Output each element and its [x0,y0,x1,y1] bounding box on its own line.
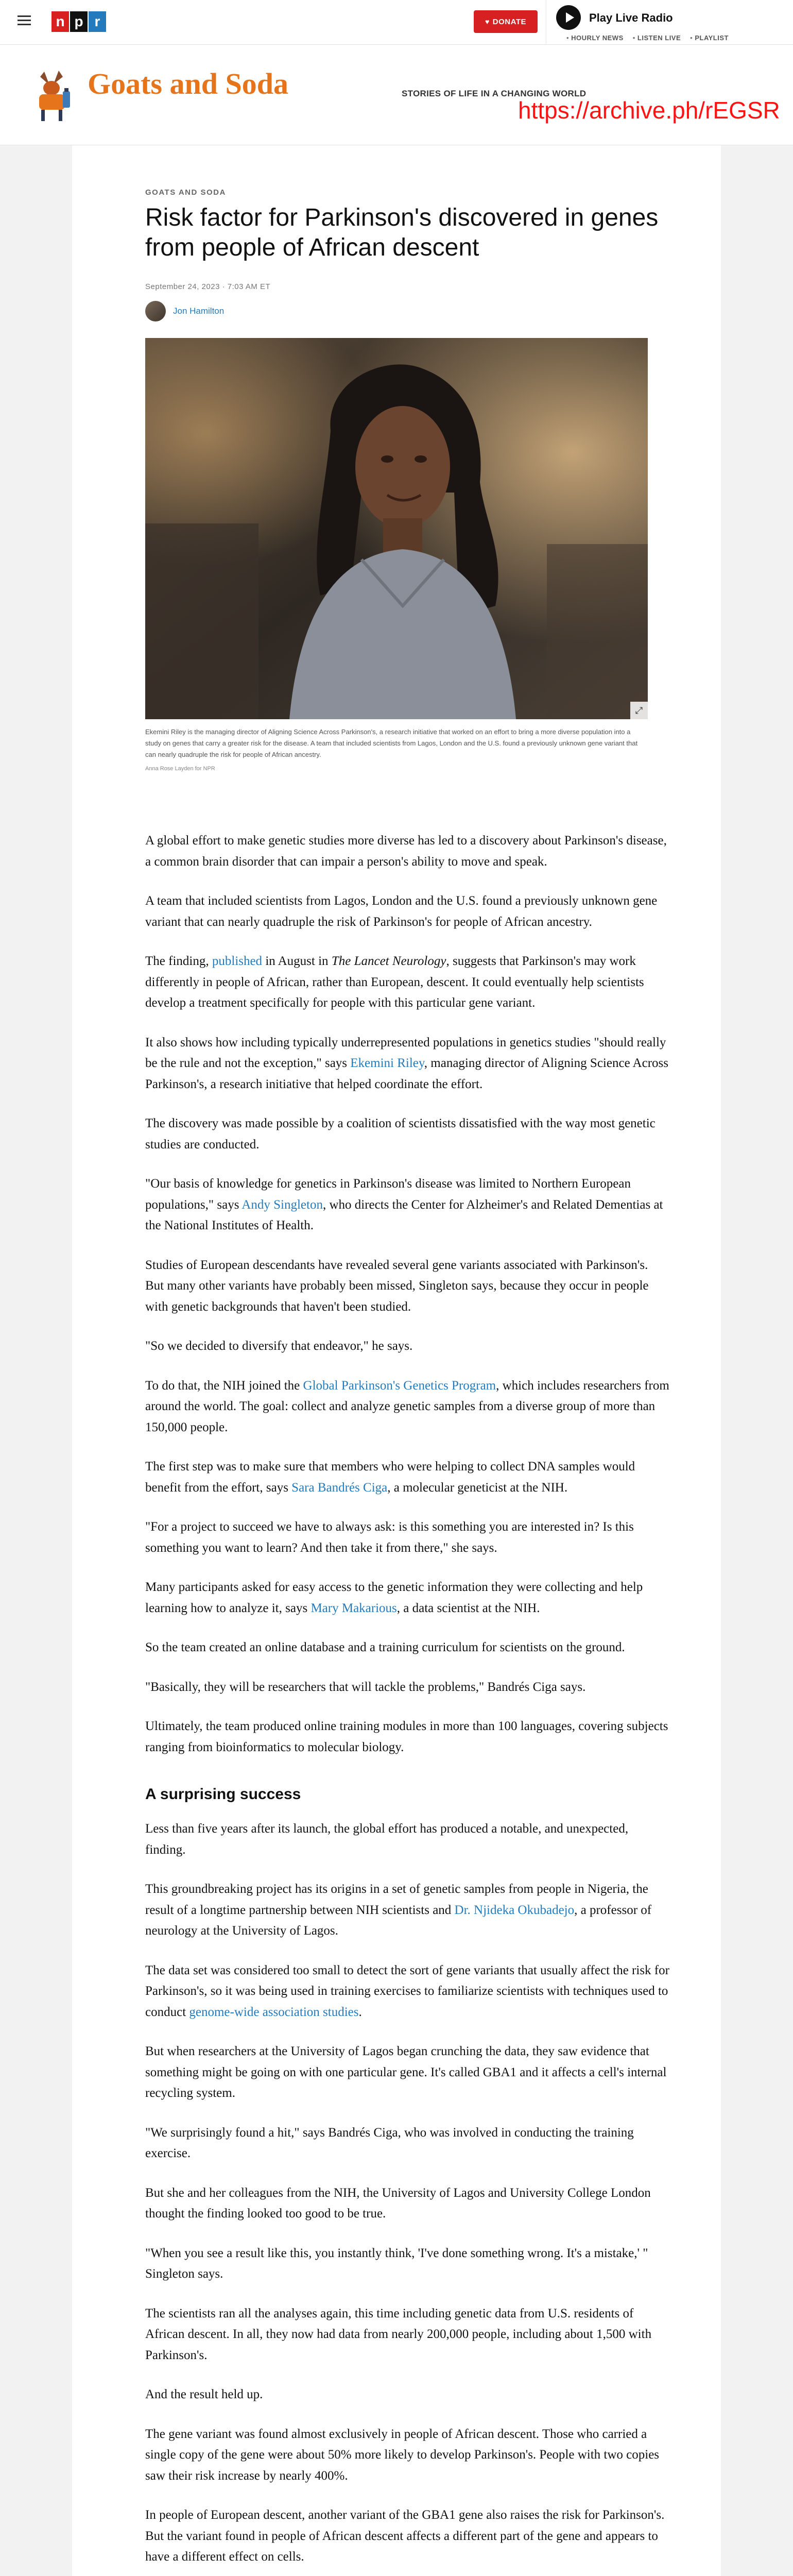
radio-quick-links [566,34,729,42]
byline [145,301,224,321]
paragraph-9: To do that, the NIH joined the Global Parkinson's Genetics Program, which includes researchers from around the world. The goal: collect and analyze genetic samples from a diverse group of more than 150,000 people. [145,1378,669,1434]
paragraph-14: "Basically, they will be researchers that will tackle the problems," Bandrés Ciga says. [145,1680,586,1694]
play-icon[interactable] [556,5,581,30]
sara-bandres-ciga-link[interactable]: Sara Bandrés Ciga [291,1480,388,1495]
paragraph-13: So the team created an online database and a training curriculum for scientists on the ground. [145,1640,625,1654]
playlist-link[interactable]: • PLAYLIST [690,34,729,42]
expand-photo-icon[interactable]: ⤢ [630,702,648,719]
article-headline: Risk factor for Parkinson's discovered in genes from people of African descent [145,204,659,261]
donate-label: DONATE [492,17,527,26]
paragraph-20: "We surprisingly found a hit," says Bandrés Ciga, who was involved in conducting the training exercise. [145,2125,634,2160]
archive-url-overlay: https://archive.ph/rEGSR [518,97,780,124]
paragraph-12: Many participants asked for easy access to the genetic information they were collecting and help learning how to analyze it, says Mary Makarious, a data scientist at the NIH. [145,1580,643,1615]
paragraph-3: The finding, published in August in The Lancet Neurology, suggests that Parkinson's may work differently in people of African, rather than European, descent. It could eventually help scientists develop a treatment specifically for people with this particular gene variant. [145,954,644,1010]
goat-logo-icon [29,65,75,125]
author-avatar[interactable] [145,301,166,321]
paragraph-23: The scientists ran all the analyses again, this time including genetic data from U.S. residents of African descent. In all, they now had data from nearly 200,000 people, including about 1,500 with Parkinson's. [145,2306,652,2362]
ekemini-riley-link[interactable]: Ekemini Riley [350,1056,424,1070]
blog-title[interactable]: Goats and Soda [88,67,289,100]
hourly-news-link[interactable]: • HOURLY NEWS [566,34,624,42]
author-name-link[interactable]: Jon Hamilton [173,306,225,316]
heart-icon: ♥ [485,18,490,26]
live-radio-label[interactable]: Play Live Radio [589,11,673,24]
paragraph-1: A global effort to make genetic studies more diverse has led to a discovery about Parkinson's disease, a common brain disorder that can impair a person's ability to move and speak. [145,834,667,869]
photo-caption: Ekemini Riley is the managing director of Aligning Science Across Parkinson's, a research initiative that worked on an effort to bring a more diverse population into a study on genes that carry a greater risk for the disease. A team that included scientists from Lagos, London and the U.S. found a previously unknown gene variant that can nearly quadruple the risk for people of African ancestry. [145,728,638,759]
paragraph-8: "So we decided to diversify that endeavor," he says. [145,1339,413,1353]
blog-header [0,45,793,145]
paragraph-2: A team that included scientists from Lagos, London and the U.S. found a previously unknown gene variant that can nearly quadruple the risk of Parkinson's for people of African ancestry. [145,894,658,929]
npr-logo[interactable] [51,11,107,32]
paragraph-21: But she and her colleagues from the NIH, the University of Lagos and University College London thought the finding looked too good to be true. [145,2185,651,2221]
paragraph-19: But when researchers at the University of Lagos began crunching the data, they saw evidence that something might be going on with one particular gene. It's called GBA1 and it affects a cell's internal recycling system. [145,2044,667,2100]
donate-button[interactable] [474,10,538,33]
paragraph-24: And the result held up. [145,2387,263,2401]
paragraph-26: In people of European descent, another variant of the GBA1 gene also raises the risk for Parkinson's. But the variant found in people of African descent affects a different part of the gene and appears to have a different effect on cells. [145,2508,665,2564]
photo-credit: Anna Rose Layden for NPR [145,766,215,772]
paragraph-17: This groundbreaking project has its origins in a set of genetic samples from people in Nigeria, the result of a longtime partnership between NIH scientists and Dr. Njideka Okubadejo, a professor of neurology at the University of Lagos. [145,1882,652,1938]
paragraph-15: Ultimately, the team produced online training modules in more than 100 languages, covering subjects ranging from bioinformatics to molecular biology. [145,1719,668,1754]
top-navigation-bar [0,0,793,45]
paragraph-6: "Our basis of knowledge for genetics in Parkinson's disease was limited to Northern European populations," says Andy Singleton, who directs the Center for Alzheimer's and Related Dementias at the National Institutes of Health. [145,1177,663,1232]
blog-tagline: STORIES OF LIFE IN A CHANGING WORLD [402,89,587,98]
njideka-okubadejo-link[interactable]: Dr. Njideka Okubadejo [454,1903,575,1917]
section-heading-surprising-success: A surprising success [145,1786,301,1803]
published-link[interactable]: published [212,954,263,968]
paragraph-18: The data set was considered too small to detect the sort of gene variants that usually affect the risk for Parkinson's, so it was being used in training exercises to familiarize scientists with techniques used to conduct genome-wide association studies. [145,1963,669,2019]
paragraph-16: Less than five years after its launch, the global effort has produced a notable, and unexpected, finding. [145,1822,629,1857]
paragraph-10: The first step was to make sure that members who were helping to collect DNA samples would benefit from the effort, says Sara Bandrés Ciga, a molecular geneticist at the NIH. [145,1460,635,1495]
npr-logo-letter-r: r [89,11,106,32]
lead-photo-image [145,338,648,719]
andy-singleton-link[interactable]: Andy Singleton [242,1197,323,1212]
paragraph-4: It also shows how including typically underrepresented populations in genetics studies "should really be the rule and not the exception," says Ekemini Riley, managing director of Aligning Science Across Parkinson's, a research initiative that helped coordinate the effort. [145,1035,668,1091]
paragraph-22: "When you see a result like this, you instantly think, 'I've done something wrong. It's a mistake,' " Singleton says. [145,2246,648,2281]
lead-photo[interactable] [145,338,648,719]
gwas-link[interactable]: genome-wide association studies [189,2005,359,2019]
article-kicker[interactable]: GOATS AND SODA [145,188,226,197]
mary-makarious-link[interactable]: Mary Makarious [311,1601,397,1615]
paragraph-11: "For a project to succeed we have to always ask: is this something you are interested in? Is this something you want to learn? And then take it from there," she says. [145,1520,634,1555]
npr-logo-letter-n: n [51,11,69,32]
listen-live-link[interactable]: • LISTEN LIVE [633,34,681,42]
article-dateline: September 24, 2023 · 7:03 AM ET [145,282,271,291]
paragraph-5: The discovery was made possible by a coalition of scientists dissatisfied with the way most genetic studies are conducted. [145,1116,656,1151]
article-body [145,831,669,2576]
npr-logo-letter-p: p [70,11,88,32]
paragraph-25: The gene variant was found almost exclusively in people of African descent. Those who carried a single copy of the gene were about 50% more likely to develop Parkinson's. People with two copies saw their risk increase by nearly 400%. [145,2427,660,2483]
journal-name: The Lancet Neurology [331,954,446,968]
hamburger-menu-icon[interactable] [18,15,31,26]
article-card [72,145,721,2576]
paragraph-7: Studies of European descendants have revealed several gene variants associated with Parkinson's. But many other variants have probably been missed, Singleton says, because they occur in people with genetic backgrounds that haven't been studied. [145,1258,649,1314]
gp2-program-link[interactable]: Global Parkinson's Genetics Program [303,1378,496,1393]
